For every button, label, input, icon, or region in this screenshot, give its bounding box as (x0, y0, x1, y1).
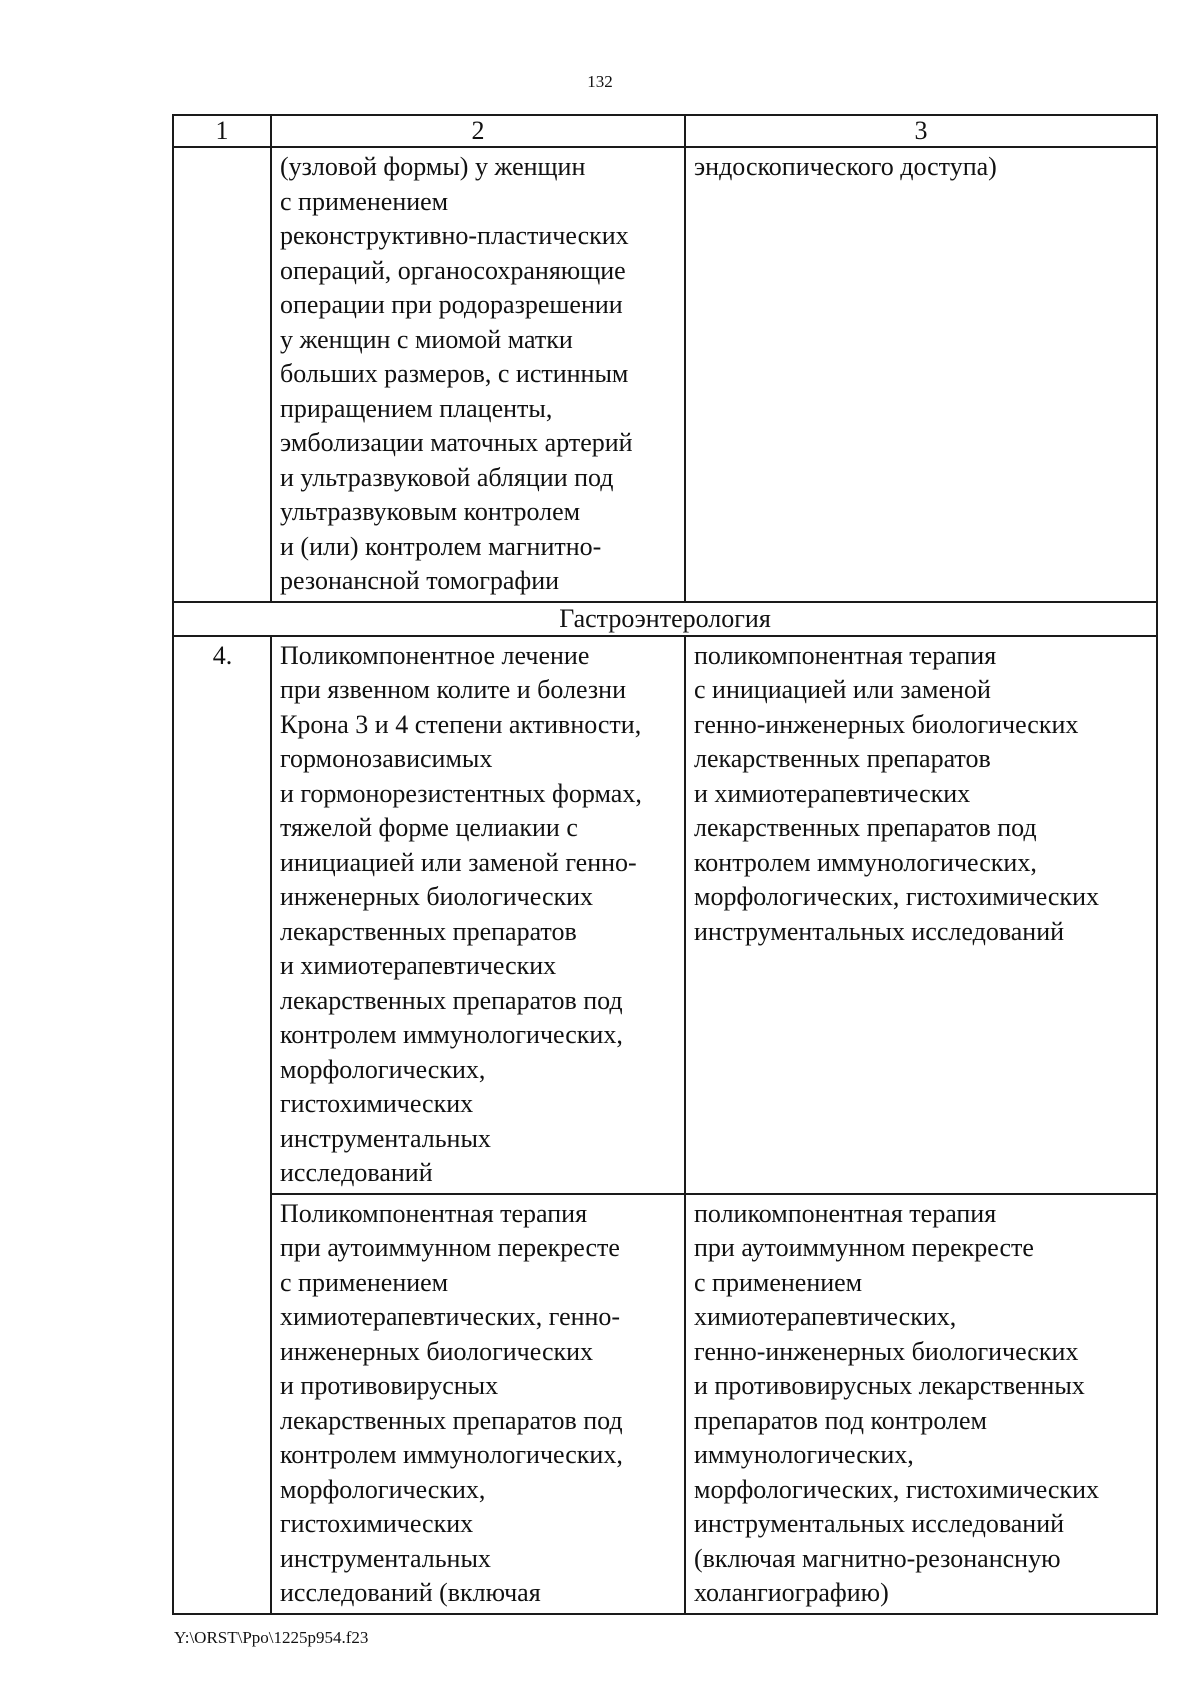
page-number: 132 (587, 72, 613, 91)
row-method: поликомпонентная терапия с инициацией или заменой генно-инженерных биологических лекарственных препаратов и химиотерапевтических лекарственных препаратов под контролем иммунологических, морфологических, гистохимических инструментальных исследований (685, 636, 1157, 1194)
table-header-row (173, 115, 1157, 147)
column-header-2: 2 (271, 115, 685, 147)
table-row (173, 147, 1157, 602)
row-number (173, 147, 271, 602)
table-row (173, 636, 1157, 1194)
section-heading: Гастроэнтерология (173, 602, 1157, 636)
row-description: Поликомпонентная терапия при аутоиммунном перекресте с применением химиотерапевтических, генно- инженерных биологических и противовирусных лекарственных препаратов под контролем иммунологических, морфологических, гистохимических инструментальных исследований (включая (271, 1194, 685, 1614)
row-method: эндоскопического доступа) (685, 147, 1157, 602)
row-number: 4. (173, 636, 271, 1614)
row-description: Поликомпонентное лечение при язвенном колите и болезни Крона 3 и 4 степени активности, гормонозависимых и гормонорезистентных формах, тяжелой форме целиакии с инициацией или заменой генно- инженерных биологических лекарственных препаратов и химиотерапевтических лекарственных препаратов под контролем иммунологических, морфологических, гистохимических инструментальных исследований (271, 636, 685, 1194)
section-heading-row (173, 602, 1157, 636)
column-header-1: 1 (173, 115, 271, 147)
table-row (173, 1194, 1157, 1614)
file-path-footer: Y:\ORST\Ppo\1225p954.f23 (174, 1628, 369, 1647)
row-method: поликомпонентная терапия при аутоиммунном перекресте с применением химиотерапевтических, генно-инженерных биологических и противовирусных лекарственных препаратов под контролем иммунологических, морфологических, гистохимических инструментальных исследований (включая магнитно-резонансную холангиографию) (685, 1194, 1157, 1614)
row-description: (узловой формы) у женщин с применением реконструктивно-пластических операций, органосохраняющие операции при родоразрешении у женщин с миомой матки больших размеров, с истинным приращением плаценты, эмболизации маточных артерий и ультразвуковой абляции под ультразвуковым контролем и (или) контролем магнитно- резонансной томографии (271, 147, 685, 602)
column-header-3: 3 (685, 115, 1157, 147)
document-table (172, 114, 1158, 1615)
